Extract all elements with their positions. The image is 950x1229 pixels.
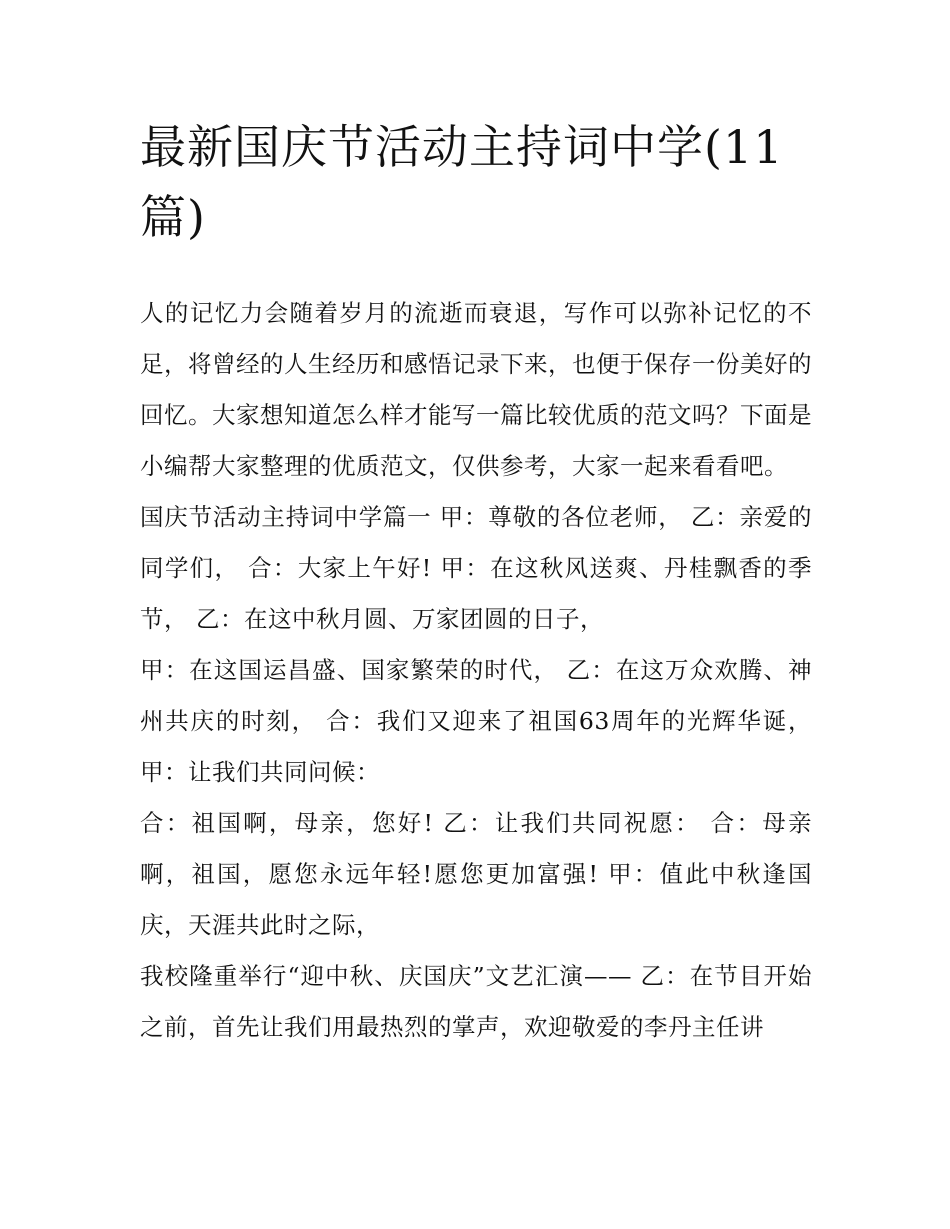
document-body — [140, 288, 812, 1053]
paragraph-wishes: 合：祖国啊，母亲，您好! 乙：让我们共同祝愿： 合：母亲啊，祖国，愿您永远年轻!愿您更加富强! 甲：值此中秋逢国庆，天涯共此时之际， — [140, 809, 812, 939]
paragraph-announcement: 我校隆重举行“迎中秋、庆国庆”文艺汇演—— 乙：在节目开始之前，首先让我们用最热烈的掌声，欢迎敬爱的李丹主任讲 — [140, 962, 812, 1041]
document-page — [140, 112, 812, 1053]
paragraph-greeting: 甲：在这国运昌盛、国家繁荣的时代， 乙：在这万众欢腾、神州共庆的时刻， 合：我们又迎来了祖国63周年的光辉华诞， 甲：让我们共同问候： — [140, 656, 812, 786]
paragraph-intro: 人的记忆力会随着岁月的流逝而衰退，写作可以弥补记忆的不足，将曾经的人生经历和感悟记录下来，也便于保存一份美好的回忆。大家想知道怎么样才能写一篇比较优质的范文吗？下面是小编帮大家整理的优质范文，仅供参考，大家一起来看看吧。 — [140, 299, 812, 480]
paragraph-opening: 国庆节活动主持词中学篇一 甲：尊敬的各位老师， 乙：亲爱的同学们， 合：大家上午好! 甲：在这秋风送爽、丹桂飘香的季节， 乙：在这中秋月圆、万家团圆的日子， — [140, 503, 812, 633]
document-title: 最新国庆节活动主持词中学(11篇) — [140, 120, 784, 244]
